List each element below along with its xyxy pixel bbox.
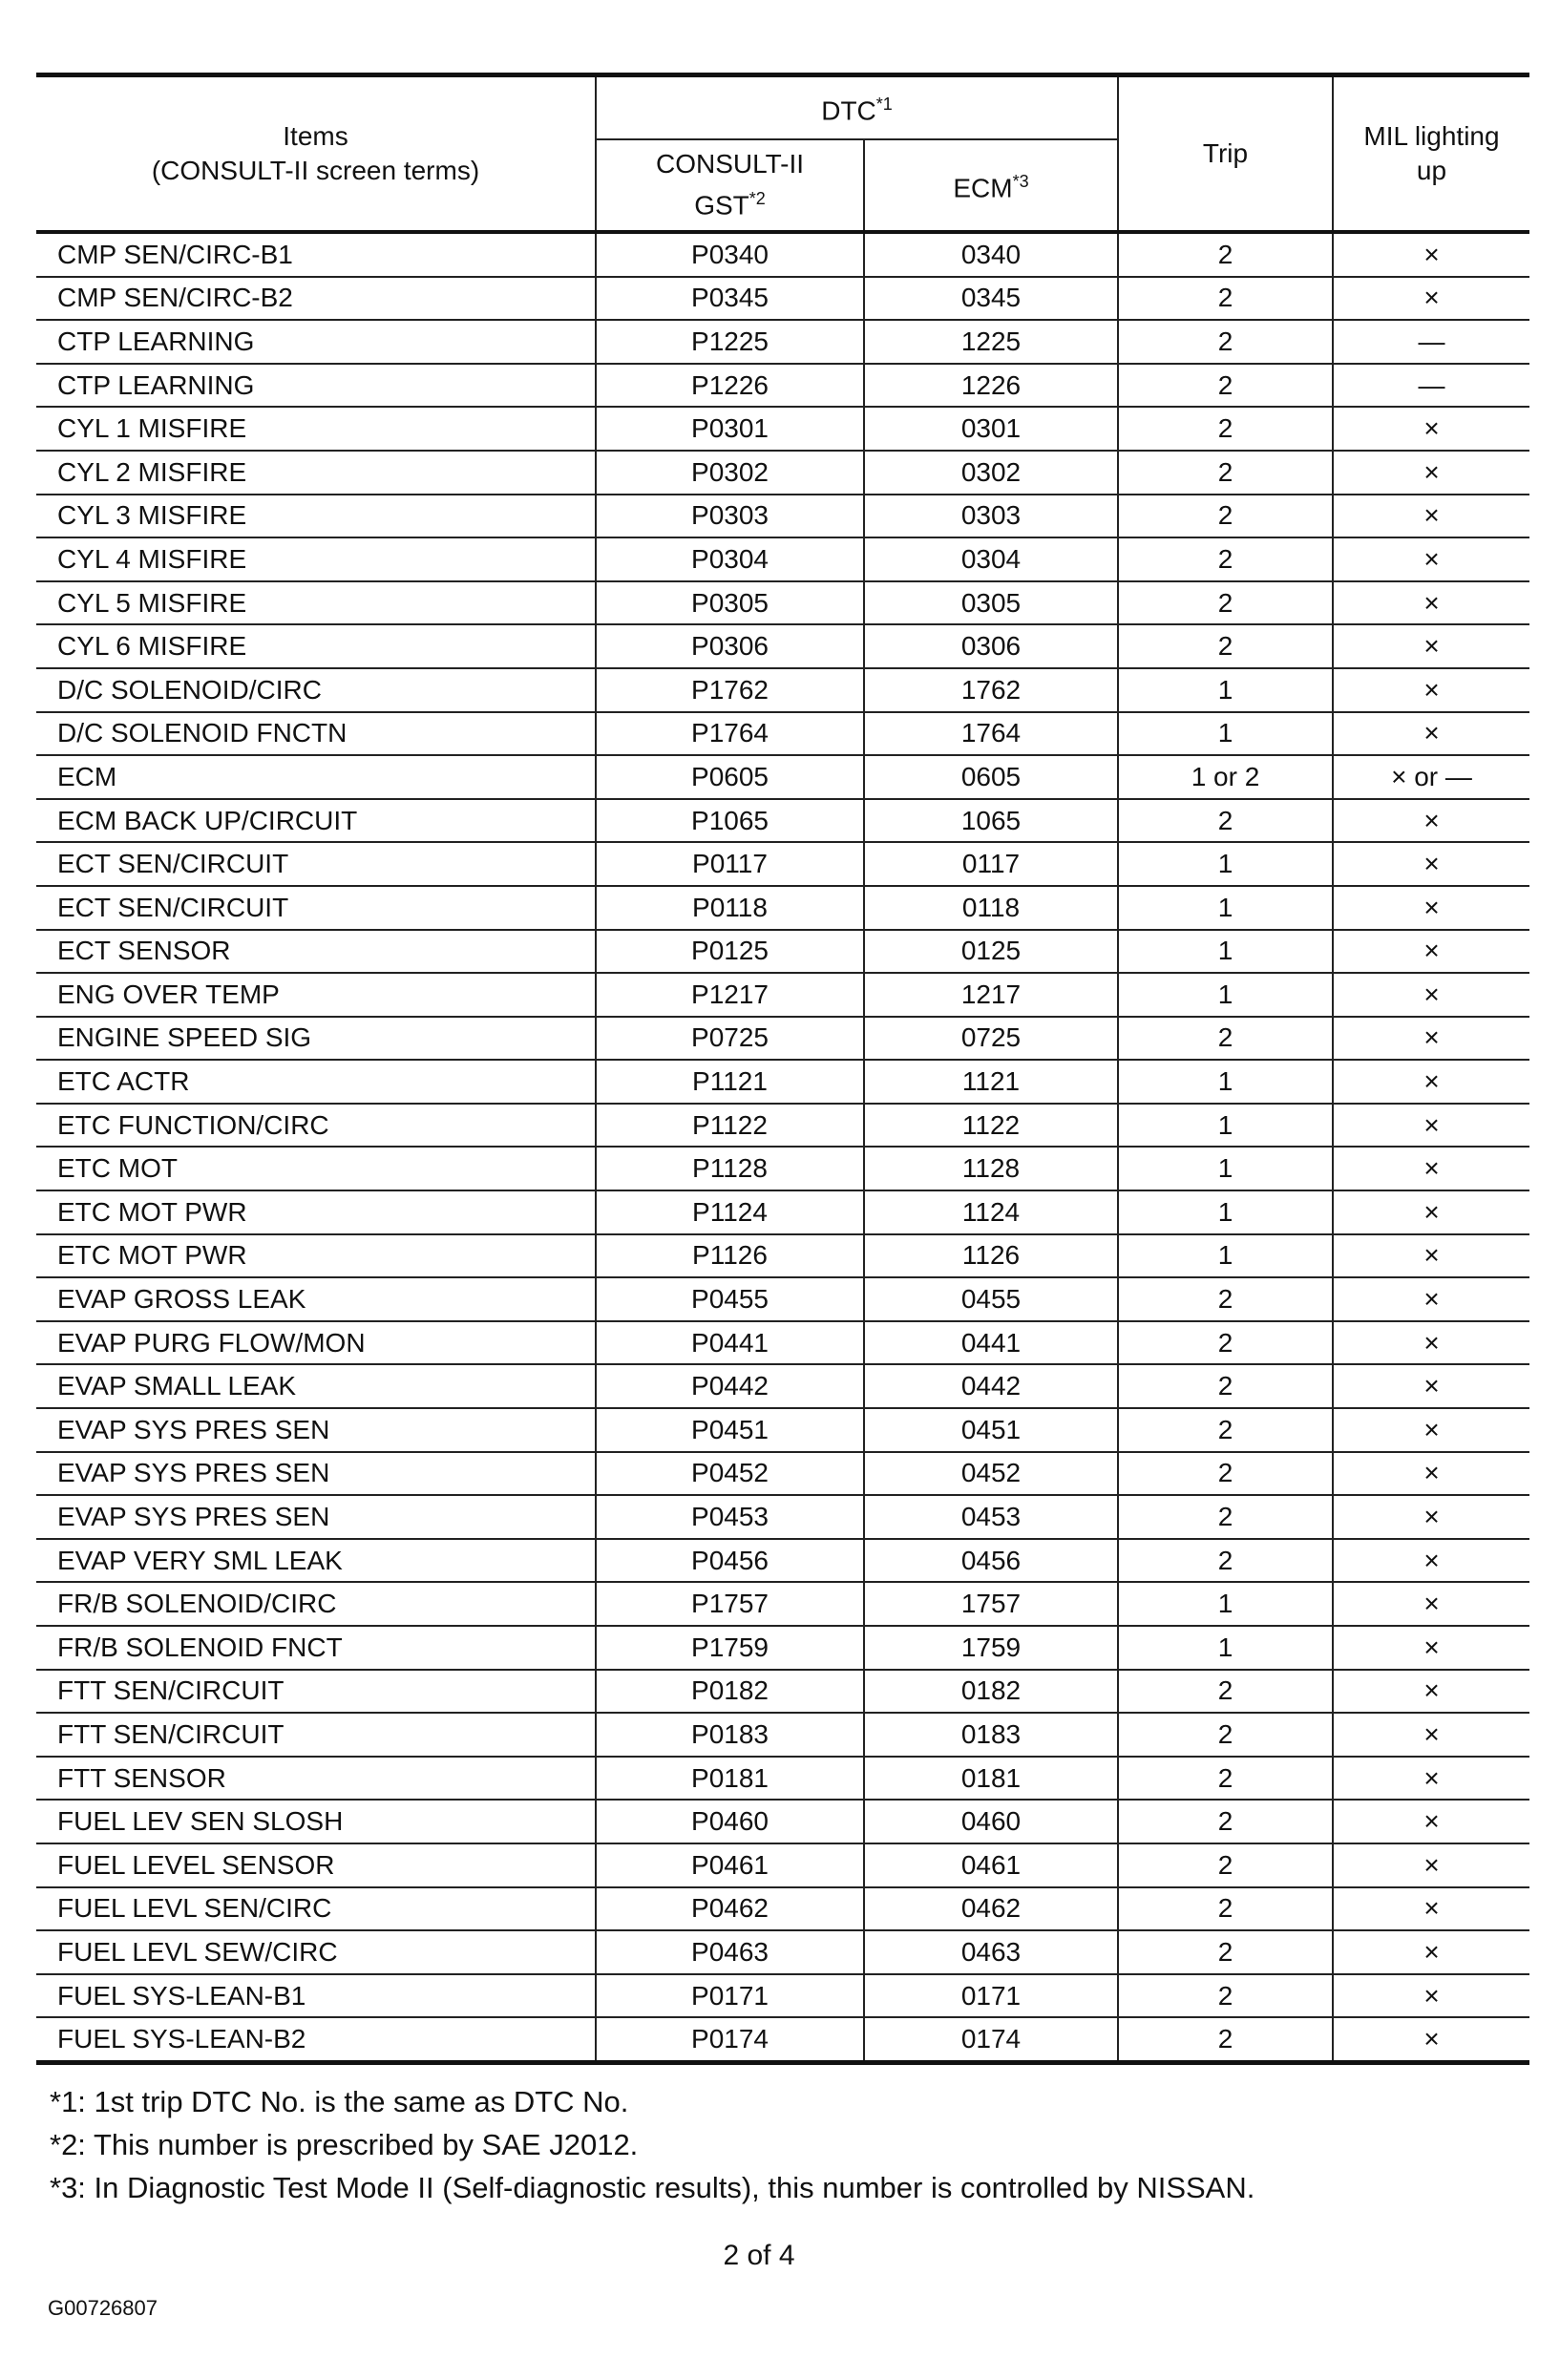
cell-item: ETC MOT	[36, 1147, 596, 1190]
cell-item: ECT SEN/CIRCUIT	[36, 842, 596, 886]
cell-mil: ×	[1333, 1930, 1529, 1974]
cell-consult-gst: P0306	[596, 624, 864, 668]
cell-consult-gst: P0463	[596, 1930, 864, 1974]
cell-consult-gst: P1122	[596, 1104, 864, 1148]
header-dtc	[596, 75, 1118, 140]
cell-mil: × or —	[1333, 755, 1529, 799]
cell-ecm: 0301	[864, 407, 1118, 451]
cell-consult-gst: P0725	[596, 1017, 864, 1061]
cell-item: FTT SENSOR	[36, 1757, 596, 1801]
cell-trip: 2	[1118, 1887, 1333, 1931]
cell-trip: 2	[1118, 1800, 1333, 1843]
cell-mil: ×	[1333, 842, 1529, 886]
cell-mil: ×	[1333, 1539, 1529, 1583]
table-row	[36, 537, 1529, 581]
cell-item: D/C SOLENOID/CIRC	[36, 668, 596, 712]
cell-item: CMP SEN/CIRC-B2	[36, 277, 596, 321]
cell-mil: ×	[1333, 277, 1529, 321]
figure-code: G00726807	[48, 2296, 158, 2320]
cell-mil: ×	[1333, 451, 1529, 495]
cell-ecm: 1124	[864, 1190, 1118, 1234]
table-row	[36, 842, 1529, 886]
cell-mil: ×	[1333, 799, 1529, 843]
footnote-2: *2: This number is prescribed by SAE J2012.	[50, 2128, 639, 2161]
cell-trip: 2	[1118, 1495, 1333, 1539]
cell-consult-gst: P1128	[596, 1147, 864, 1190]
cell-trip: 2	[1118, 581, 1333, 625]
cell-item: ETC ACTR	[36, 1060, 596, 1104]
table-row	[36, 1147, 1529, 1190]
cell-consult-gst: P0460	[596, 1800, 864, 1843]
table-row	[36, 1321, 1529, 1365]
table-row	[36, 1060, 1529, 1104]
cell-consult-gst: P0452	[596, 1452, 864, 1496]
cell-mil: ×	[1333, 2017, 1529, 2062]
cell-ecm: 0451	[864, 1408, 1118, 1452]
cell-item: ENGINE SPEED SIG	[36, 1017, 596, 1061]
header-items	[36, 75, 596, 233]
cell-trip: 2	[1118, 799, 1333, 843]
table-row	[36, 624, 1529, 668]
header-consult-gst	[596, 139, 864, 232]
table-row	[36, 1930, 1529, 1974]
cell-item: FUEL LEVL SEW/CIRC	[36, 1930, 596, 1974]
cell-mil: —	[1333, 320, 1529, 364]
cell-mil: ×	[1333, 1974, 1529, 2018]
cell-item: CYL 2 MISFIRE	[36, 451, 596, 495]
cell-trip: 1	[1118, 1190, 1333, 1234]
cell-ecm: 0117	[864, 842, 1118, 886]
cell-consult-gst: P0183	[596, 1713, 864, 1757]
header-trip: Trip	[1118, 75, 1333, 233]
cell-item: ETC MOT PWR	[36, 1234, 596, 1278]
cell-mil: ×	[1333, 1190, 1529, 1234]
cell-mil: ×	[1333, 581, 1529, 625]
cell-item: FUEL LEVEL SENSOR	[36, 1843, 596, 1887]
cell-item: ECT SENSOR	[36, 930, 596, 974]
cell-consult-gst: P0340	[596, 232, 864, 277]
cell-consult-gst: P1126	[596, 1234, 864, 1278]
cell-consult-gst: P0181	[596, 1757, 864, 1801]
table-row	[36, 581, 1529, 625]
table-row	[36, 232, 1529, 277]
table-row	[36, 1670, 1529, 1714]
header-mil	[1333, 75, 1529, 233]
cell-item: ETC MOT PWR	[36, 1190, 596, 1234]
cell-trip: 2	[1118, 1713, 1333, 1757]
cell-item: FR/B SOLENOID FNCT	[36, 1626, 596, 1670]
cell-mil: ×	[1333, 1843, 1529, 1887]
table-row	[36, 712, 1529, 756]
cell-item: ECM	[36, 755, 596, 799]
cell-mil: ×	[1333, 1408, 1529, 1452]
cell-mil: ×	[1333, 1060, 1529, 1104]
cell-trip: 1	[1118, 973, 1333, 1017]
header-gst-label: GST	[694, 190, 749, 221]
cell-mil: ×	[1333, 1626, 1529, 1670]
dtc-note: *1	[875, 95, 893, 115]
cell-item: FUEL LEV SEN SLOSH	[36, 1800, 596, 1843]
cell-trip: 1	[1118, 1147, 1333, 1190]
cell-consult-gst: P0453	[596, 1495, 864, 1539]
cell-mil: ×	[1333, 1452, 1529, 1496]
page-number: 2 of 4	[723, 2240, 795, 2271]
cell-ecm: 1226	[864, 364, 1118, 408]
header-items-label: Items	[283, 121, 348, 151]
cell-trip: 2	[1118, 1974, 1333, 2018]
cell-mil: ×	[1333, 973, 1529, 1017]
cell-trip: 2	[1118, 1408, 1333, 1452]
cell-consult-gst: P0302	[596, 451, 864, 495]
cell-mil: ×	[1333, 1234, 1529, 1278]
header-items-sub: (CONSULT-II screen terms)	[151, 156, 480, 185]
cell-mil: ×	[1333, 886, 1529, 930]
table-row	[36, 1843, 1529, 1887]
table-row	[36, 668, 1529, 712]
table-row	[36, 1364, 1529, 1408]
cell-mil: ×	[1333, 1670, 1529, 1714]
table-row	[36, 1104, 1529, 1148]
cell-mil: ×	[1333, 1147, 1529, 1190]
cell-trip: 2	[1118, 2017, 1333, 2062]
cell-ecm: 1121	[864, 1060, 1118, 1104]
cell-mil: ×	[1333, 624, 1529, 668]
cell-consult-gst: P0171	[596, 1974, 864, 2018]
cell-consult-gst: P0305	[596, 581, 864, 625]
cell-mil: ×	[1333, 1800, 1529, 1843]
cell-ecm: 0303	[864, 495, 1118, 538]
cell-ecm: 1126	[864, 1234, 1118, 1278]
cell-trip: 2	[1118, 1277, 1333, 1321]
table-row	[36, 2017, 1529, 2062]
cell-ecm: 0441	[864, 1321, 1118, 1365]
cell-consult-gst: P0117	[596, 842, 864, 886]
cell-trip: 2	[1118, 1843, 1333, 1887]
cell-trip: 1	[1118, 1234, 1333, 1278]
cell-ecm: 0183	[864, 1713, 1118, 1757]
cell-item: FUEL SYS-LEAN-B1	[36, 1974, 596, 2018]
table-row	[36, 973, 1529, 1017]
table-row	[36, 1452, 1529, 1496]
cell-consult-gst: P1065	[596, 799, 864, 843]
cell-ecm: 0442	[864, 1364, 1118, 1408]
cell-ecm: 0725	[864, 1017, 1118, 1061]
cell-item: EVAP SYS PRES SEN	[36, 1495, 596, 1539]
cell-consult-gst: P0605	[596, 755, 864, 799]
cell-trip: 1	[1118, 668, 1333, 712]
cell-ecm: 1217	[864, 973, 1118, 1017]
cell-mil: ×	[1333, 668, 1529, 712]
cell-item: CYL 3 MISFIRE	[36, 495, 596, 538]
cell-consult-gst: P0345	[596, 277, 864, 321]
cell-trip: 1	[1118, 842, 1333, 886]
cell-mil: ×	[1333, 495, 1529, 538]
cell-mil: ×	[1333, 1495, 1529, 1539]
cell-trip: 2	[1118, 1452, 1333, 1496]
cell-ecm: 0453	[864, 1495, 1118, 1539]
cell-consult-gst: P0125	[596, 930, 864, 974]
cell-consult-gst: P1762	[596, 668, 864, 712]
table-row	[36, 1887, 1529, 1931]
cell-consult-gst: P0118	[596, 886, 864, 930]
cell-mil: ×	[1333, 1104, 1529, 1148]
table-row	[36, 1713, 1529, 1757]
cell-trip: 1	[1118, 712, 1333, 756]
cell-consult-gst: P0304	[596, 537, 864, 581]
cell-consult-gst: P1764	[596, 712, 864, 756]
cell-trip: 2	[1118, 364, 1333, 408]
cell-mil: ×	[1333, 232, 1529, 277]
table-row	[36, 1757, 1529, 1801]
cell-trip: 1 or 2	[1118, 755, 1333, 799]
cell-consult-gst: P0441	[596, 1321, 864, 1365]
cell-ecm: 0125	[864, 930, 1118, 974]
header-mil-label: MIL lighting	[1363, 121, 1500, 151]
cell-item: ECM BACK UP/CIRCUIT	[36, 799, 596, 843]
cell-trip: 1	[1118, 1060, 1333, 1104]
header-dtc-label: DTC	[821, 95, 876, 126]
cell-trip: 2	[1118, 1930, 1333, 1974]
dtc-table	[36, 73, 1529, 2065]
cell-trip: 1	[1118, 1582, 1333, 1626]
cell-trip: 1	[1118, 1104, 1333, 1148]
cell-item: FR/B SOLENOID/CIRC	[36, 1582, 596, 1626]
table-row	[36, 755, 1529, 799]
cell-trip: 1	[1118, 930, 1333, 974]
cell-ecm: 0305	[864, 581, 1118, 625]
cell-ecm: 0345	[864, 277, 1118, 321]
cell-item: CYL 4 MISFIRE	[36, 537, 596, 581]
cell-mil: ×	[1333, 1582, 1529, 1626]
cell-trip: 2	[1118, 1364, 1333, 1408]
cell-ecm: 1122	[864, 1104, 1118, 1148]
cell-mil: ×	[1333, 407, 1529, 451]
cell-trip: 2	[1118, 1757, 1333, 1801]
cell-item: FUEL SYS-LEAN-B2	[36, 2017, 596, 2062]
cell-ecm: 0605	[864, 755, 1118, 799]
cell-item: EVAP PURG FLOW/MON	[36, 1321, 596, 1365]
cell-trip: 2	[1118, 320, 1333, 364]
cell-ecm: 0455	[864, 1277, 1118, 1321]
table-row	[36, 1277, 1529, 1321]
gst-note: *2	[748, 189, 766, 209]
cell-mil: ×	[1333, 1321, 1529, 1365]
table-row	[36, 277, 1529, 321]
cell-consult-gst: P1757	[596, 1582, 864, 1626]
cell-ecm: 1225	[864, 320, 1118, 364]
cell-consult-gst: P0461	[596, 1843, 864, 1887]
cell-item: CMP SEN/CIRC-B1	[36, 232, 596, 277]
table-row	[36, 364, 1529, 408]
cell-ecm: 0463	[864, 1930, 1118, 1974]
cell-trip: 2	[1118, 407, 1333, 451]
cell-item: CYL 6 MISFIRE	[36, 624, 596, 668]
cell-item: EVAP GROSS LEAK	[36, 1277, 596, 1321]
table-row	[36, 1495, 1529, 1539]
footnote-1: *1: 1st trip DTC No. is the same as DTC No.	[50, 2085, 629, 2118]
cell-consult-gst: P1226	[596, 364, 864, 408]
cell-trip: 2	[1118, 624, 1333, 668]
header-ecm-label: ECM	[953, 173, 1013, 203]
cell-consult-gst: P1124	[596, 1190, 864, 1234]
cell-trip: 2	[1118, 495, 1333, 538]
cell-trip: 2	[1118, 1017, 1333, 1061]
cell-consult-gst: P0455	[596, 1277, 864, 1321]
table-row	[36, 451, 1529, 495]
table-row	[36, 1408, 1529, 1452]
cell-ecm: 1128	[864, 1147, 1118, 1190]
table-row	[36, 1234, 1529, 1278]
cell-ecm: 0182	[864, 1670, 1118, 1714]
cell-mil: ×	[1333, 1713, 1529, 1757]
cell-mil: —	[1333, 364, 1529, 408]
cell-consult-gst: P0456	[596, 1539, 864, 1583]
cell-ecm: 0460	[864, 1800, 1118, 1843]
cell-consult-gst: P1217	[596, 973, 864, 1017]
cell-consult-gst: P0174	[596, 2017, 864, 2062]
cell-item: EVAP SYS PRES SEN	[36, 1408, 596, 1452]
cell-ecm: 0340	[864, 232, 1118, 277]
cell-consult-gst: P0462	[596, 1887, 864, 1931]
cell-consult-gst: P1225	[596, 320, 864, 364]
table-row	[36, 799, 1529, 843]
cell-trip: 1	[1118, 1626, 1333, 1670]
cell-item: CYL 5 MISFIRE	[36, 581, 596, 625]
cell-item: CYL 1 MISFIRE	[36, 407, 596, 451]
cell-ecm: 0118	[864, 886, 1118, 930]
cell-ecm: 1764	[864, 712, 1118, 756]
table-row	[36, 1800, 1529, 1843]
cell-ecm: 0456	[864, 1539, 1118, 1583]
cell-ecm: 0181	[864, 1757, 1118, 1801]
table-row	[36, 407, 1529, 451]
cell-item: ECT SEN/CIRCUIT	[36, 886, 596, 930]
cell-ecm: 0452	[864, 1452, 1118, 1496]
cell-item: EVAP SMALL LEAK	[36, 1364, 596, 1408]
cell-mil: ×	[1333, 712, 1529, 756]
cell-ecm: 1759	[864, 1626, 1118, 1670]
cell-trip: 1	[1118, 886, 1333, 930]
cell-mil: ×	[1333, 1757, 1529, 1801]
cell-item: ENG OVER TEMP	[36, 973, 596, 1017]
cell-mil: ×	[1333, 537, 1529, 581]
cell-ecm: 1762	[864, 668, 1118, 712]
cell-mil: ×	[1333, 1364, 1529, 1408]
cell-item: FUEL LEVL SEN/CIRC	[36, 1887, 596, 1931]
table-row	[36, 495, 1529, 538]
cell-trip: 2	[1118, 537, 1333, 581]
cell-trip: 2	[1118, 232, 1333, 277]
cell-ecm: 0302	[864, 451, 1118, 495]
table-row	[36, 930, 1529, 974]
cell-ecm: 0306	[864, 624, 1118, 668]
cell-mil: ×	[1333, 1277, 1529, 1321]
cell-consult-gst: P0451	[596, 1408, 864, 1452]
table-row	[36, 1539, 1529, 1583]
cell-consult-gst: P0301	[596, 407, 864, 451]
cell-item: FTT SEN/CIRCUIT	[36, 1713, 596, 1757]
cell-consult-gst: P1759	[596, 1626, 864, 1670]
cell-item: CTP LEARNING	[36, 364, 596, 408]
cell-ecm: 1757	[864, 1582, 1118, 1626]
footnote-3: *3: In Diagnostic Test Mode II (Self-diagnostic results), this number is controlled by NISSAN.	[50, 2171, 1255, 2204]
cell-consult-gst: P0442	[596, 1364, 864, 1408]
cell-mil: ×	[1333, 930, 1529, 974]
table-row	[36, 1582, 1529, 1626]
cell-ecm: 0304	[864, 537, 1118, 581]
cell-trip: 2	[1118, 1321, 1333, 1365]
table-row	[36, 320, 1529, 364]
cell-item: EVAP SYS PRES SEN	[36, 1452, 596, 1496]
table-row	[36, 1017, 1529, 1061]
cell-ecm: 0174	[864, 2017, 1118, 2062]
cell-ecm: 0171	[864, 1974, 1118, 2018]
cell-trip: 2	[1118, 277, 1333, 321]
header-consult-label: CONSULT-II	[655, 149, 805, 179]
cell-mil: ×	[1333, 1887, 1529, 1931]
table-row	[36, 886, 1529, 930]
cell-ecm: 1065	[864, 799, 1118, 843]
cell-item: FTT SEN/CIRCUIT	[36, 1670, 596, 1714]
table-row	[36, 1974, 1529, 2018]
cell-trip: 2	[1118, 1670, 1333, 1714]
cell-consult-gst: P1121	[596, 1060, 864, 1104]
cell-ecm: 0462	[864, 1887, 1118, 1931]
ecm-note: *3	[1012, 172, 1029, 192]
cell-mil: ×	[1333, 1017, 1529, 1061]
cell-item: EVAP VERY SML LEAK	[36, 1539, 596, 1583]
cell-consult-gst: P0182	[596, 1670, 864, 1714]
cell-trip: 2	[1118, 451, 1333, 495]
table-row	[36, 1190, 1529, 1234]
cell-item: ETC FUNCTION/CIRC	[36, 1104, 596, 1148]
header-mil-sub: up	[1416, 156, 1447, 185]
cell-trip: 2	[1118, 1539, 1333, 1583]
header-ecm	[864, 139, 1118, 232]
cell-consult-gst: P0303	[596, 495, 864, 538]
cell-item: D/C SOLENOID FNCTN	[36, 712, 596, 756]
cell-item: CTP LEARNING	[36, 320, 596, 364]
table-row	[36, 1626, 1529, 1670]
cell-ecm: 0461	[864, 1843, 1118, 1887]
